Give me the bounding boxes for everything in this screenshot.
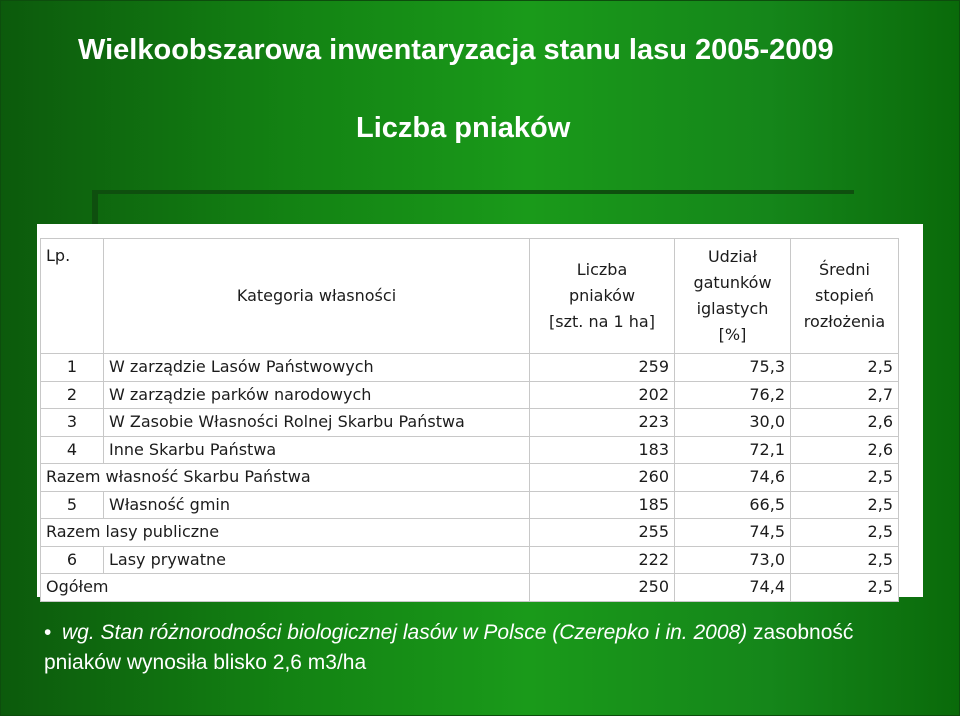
cell-liczba: 185 [530,491,675,519]
table-row [41,546,899,574]
header-udzial-line: Udział [707,247,758,266]
cell-sredni: 2,5 [791,519,899,547]
cell-sredni: 2,5 [791,354,899,382]
header-liczba-line: pniaków [568,286,636,305]
cell-kategoria: Razem własność Skarbu Państwa [41,464,530,492]
cell-liczba: 250 [530,574,675,602]
header-udzial-line: iglastych [696,299,769,318]
cell-lp: 3 [41,409,104,437]
table-row [41,354,899,382]
cell-udzial: 66,5 [675,491,791,519]
table-row [41,574,899,602]
cell-udzial: 75,3 [675,354,791,382]
cell-udzial: 73,0 [675,546,791,574]
cell-udzial: 72,1 [675,436,791,464]
cell-kategoria: Razem lasy publiczne [41,519,530,547]
header-liczba-line: [szt. na 1 ha] [549,312,655,331]
header-sredni [791,239,899,354]
table-body [41,354,899,602]
stumps-table [40,238,899,602]
cell-sredni: 2,7 [791,381,899,409]
cell-liczba: 223 [530,409,675,437]
bullet-icon: • [44,621,52,644]
cell-sredni: 2,5 [791,574,899,602]
table-row [41,519,899,547]
header-sredni-line: rozłożenia [803,312,886,331]
decorative-shadow [92,190,98,226]
cell-sredni: 2,5 [791,546,899,574]
header-kategoria: Kategoria własności [104,239,530,354]
cell-kategoria: Inne Skarbu Państwa [104,436,530,464]
cell-udzial: 74,5 [675,519,791,547]
cell-sredni: 2,6 [791,409,899,437]
header-lp: Lp. [41,239,104,354]
header-udzial-line: [%] [718,325,747,344]
cell-udzial: 74,6 [675,464,791,492]
cell-kategoria: Ogółem [41,574,530,602]
cell-lp: 2 [41,381,104,409]
footnote-source: wg. Stan różnorodności biologicznej lasów w Polsce (Czerepko i in. 2008) [62,621,748,644]
header-sredni-line: Średni [819,260,870,279]
cell-kategoria: Własność gmin [104,491,530,519]
cell-liczba: 255 [530,519,675,547]
cell-sredni: 2,5 [791,491,899,519]
cell-udzial: 74,4 [675,574,791,602]
header-liczba [530,239,675,354]
cell-sredni: 2,6 [791,436,899,464]
cell-liczba: 183 [530,436,675,464]
cell-lp: 4 [41,436,104,464]
table-row [41,409,899,437]
slide-subtitle: Liczba pniaków [356,112,571,144]
table-row [41,436,899,464]
header-udzial [675,239,791,354]
cell-udzial: 76,2 [675,381,791,409]
header-sredni-line: stopień [815,286,874,305]
cell-udzial: 30,0 [675,409,791,437]
cell-lp: 6 [41,546,104,574]
cell-liczba: 222 [530,546,675,574]
table-row [41,381,899,409]
decorative-line [92,190,854,194]
table-row [41,464,899,492]
footnote-text: zasobność pniaków wynosiła blisko 2,6 m3/ha [44,621,854,674]
table-header-row [41,239,899,354]
cell-kategoria: Lasy prywatne [104,546,530,574]
cell-kategoria: W zarządzie parków narodowych [104,381,530,409]
cell-liczba: 259 [530,354,675,382]
cell-sredni: 2,5 [791,464,899,492]
cell-lp: 5 [41,491,104,519]
footnote [44,618,924,678]
table-row [41,491,899,519]
header-udzial-line: gatunków [693,273,772,292]
cell-kategoria: W zarządzie Lasów Państwowych [104,354,530,382]
cell-liczba: 202 [530,381,675,409]
slide-title: Wielkoobszarowa inwentaryzacja stanu lasu 2005-2009 [78,34,834,66]
cell-lp: 1 [41,354,104,382]
cell-kategoria: W Zasobie Własności Rolnej Skarbu Państwa [104,409,530,437]
header-liczba-line: Liczba [576,260,628,279]
table-panel [37,224,923,597]
cell-liczba: 260 [530,464,675,492]
